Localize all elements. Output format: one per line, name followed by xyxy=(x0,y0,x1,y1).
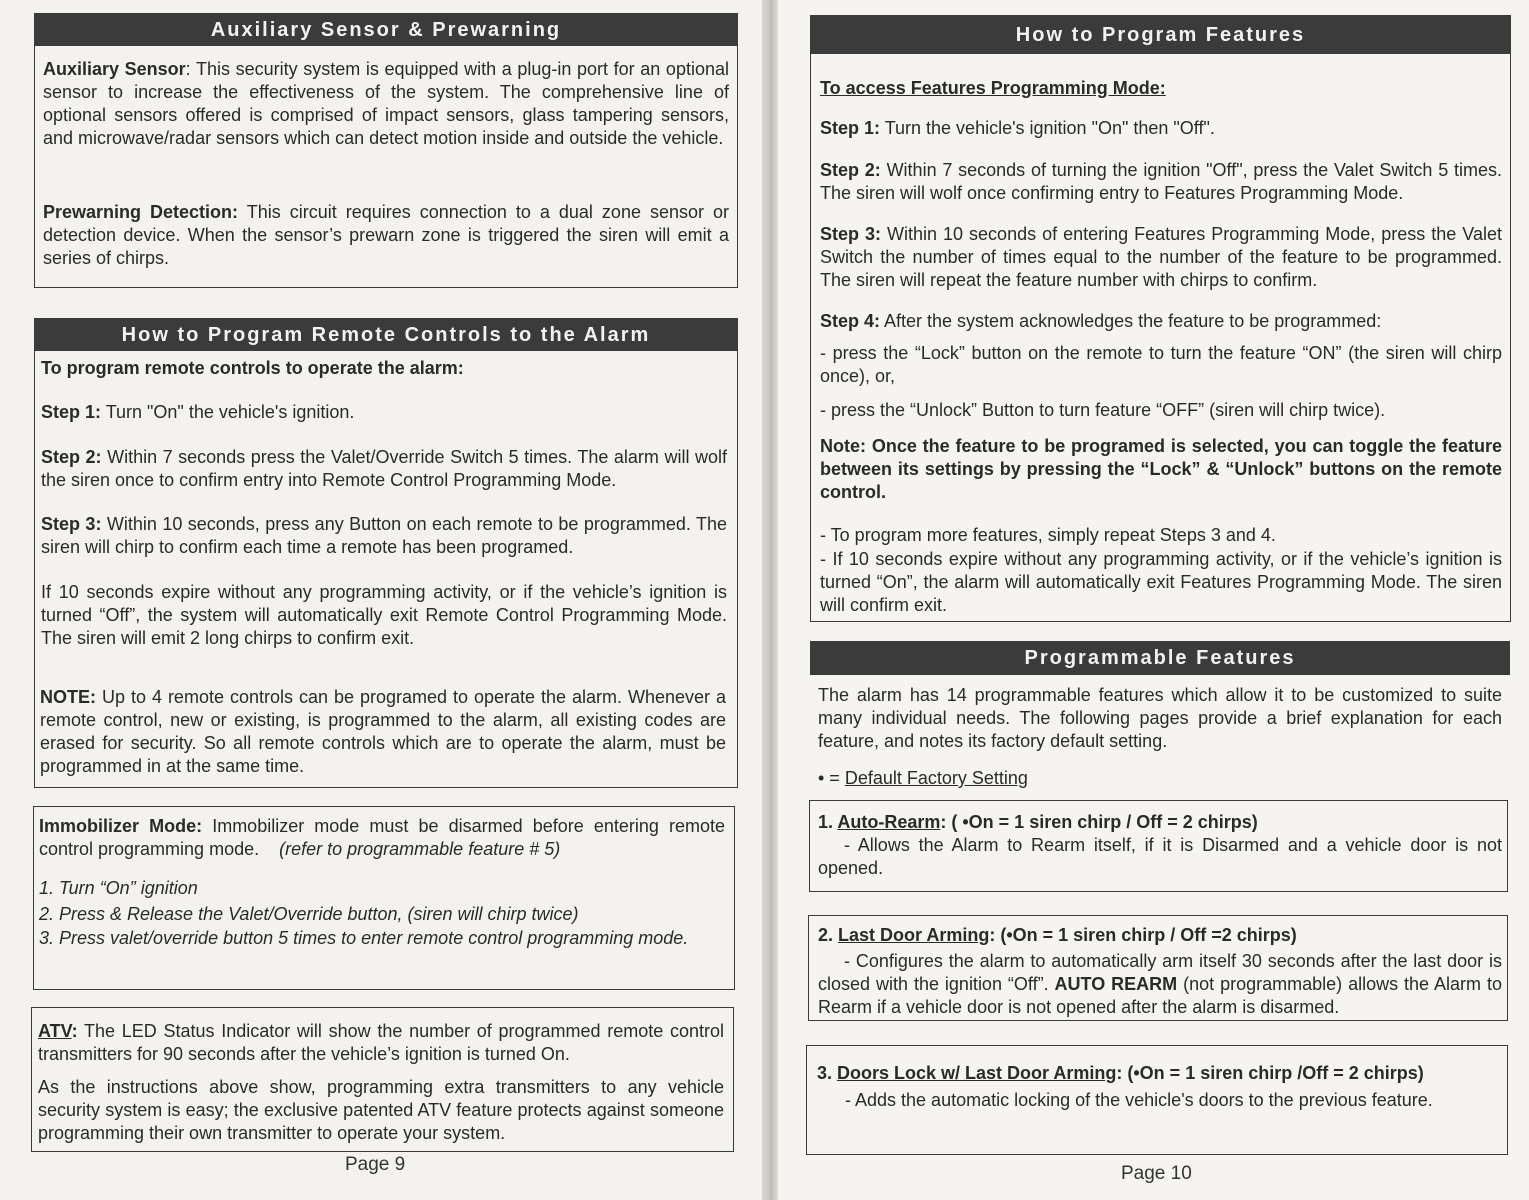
features-step-4: Step 4: After the system acknowledges the feature to be programmed: xyxy=(820,311,1382,331)
features-note: Note: Once the feature to be programed is selected, you can toggle the feature between its settings by pressing the “Lock” & “Unlock” buttons on the remote control. xyxy=(820,436,1502,502)
auxiliary-sensor-label: Auxiliary Sensor xyxy=(43,59,186,79)
features-more: - To program more features, simply repeat Steps 3 and 4. xyxy=(820,525,1276,545)
feature-2-description: - Configures the alarm to automatically arm itself 30 seconds after the last door is closed with the ignition “Off”. AUTO REARM (not programmable) allows the Alarm to Rearm if a vehicle door is not opened after the alarm is disarmed. xyxy=(818,951,1502,1017)
atv-paragraph: ATV: The LED Status Indicator will show the number of programmed remote control transmitters for 90 seconds after the vehicle’s ignition is turned On. xyxy=(38,1021,724,1064)
features-step-2: Step 2: Within 7 seconds of turning the ignition "Off", press the Valet Switch 5 times. The siren will wolf once confirming entry to Features Programming Mode. xyxy=(820,160,1502,203)
auxiliary-sensor-header: Auxiliary Sensor & Prewarning xyxy=(35,14,737,46)
page-gutter xyxy=(762,0,778,1200)
program-features-header: How to Program Features xyxy=(811,16,1510,54)
features-step-3: Step 3: Within 10 seconds of entering Features Programming Mode, press the Valet Switch the number of times equal to the number of the feature to be programmed. The siren will repeat the feature number with chirps to confirm. xyxy=(820,224,1502,290)
remote-step-3: Step 3: Within 10 seconds, press any Button on each remote to be programmed. The siren will chirp to confirm each time a remote has been programed. xyxy=(41,514,728,557)
feature-3-name: Doors Lock w/ Last Door Arming xyxy=(837,1063,1117,1083)
atv-paragraph-2: As the instructions above show, programming extra transmitters to any vehicle security system is easy; the exclusive patented ATV feature protects against someone programming their own transmitter to operate your system. xyxy=(38,1077,724,1143)
remote-step-1: Step 1: Turn "On" the vehicle's ignition. xyxy=(41,402,355,422)
auxiliary-sensor-text: : This security system is equipped with a plug-in port for an optional sensor to increase the effectiveness of the system. The comprehensive line of optional sensors offered is comprised of impact sensors, glass tampering sensors, and microwave/radar sensors which can detect motion inside and outside the vehicle. xyxy=(43,59,729,148)
feature-1-description: - Allows the Alarm to Rearm itself, if it is Disarmed and a vehicle door is not opened. xyxy=(818,835,1502,878)
features-step-1: Step 1: Turn the vehicle's ignition "On" then "Off". xyxy=(820,118,1215,138)
immobilizer-step-1: 1. Turn “On” ignition xyxy=(39,878,198,898)
prewarning-text: This circuit requires connection to a dual zone sensor or detection device. When the sensor’s prewarn zone is triggered the siren will emit a series of chirps. xyxy=(43,202,730,268)
feature-2-title: 2. Last Door Arming: (•On = 1 siren chirp / Off =2 chirps) xyxy=(818,925,1297,945)
immobilizer-reference: (refer to programmable feature # 5) xyxy=(279,839,561,859)
remote-note: NOTE: Up to 4 remote controls can be programed to operate the alarm. Whenever a remote control, new or existing, is programmed to the alarm, all existing codes are erased for security. So all remote controls which are to operate the alarm, must be programmed in at the same time. xyxy=(40,687,726,776)
remote-intro: To program remote controls to operate the alarm: xyxy=(41,358,464,378)
auxiliary-sensor-paragraph xyxy=(43,58,729,150)
immobilizer-paragraph: Immobilizer Mode: Immobilizer mode must be disarmed before entering remote control programming mode. (refer to programmable feature # 5) xyxy=(39,816,726,859)
remote-timeout: If 10 seconds expire without any programming activity, or if the vehicle’s ignition is turned “Off”, the system will automatically exit Remote Control Programming Mode. The siren will emit 2 long chirps to confirm exit. xyxy=(41,582,727,648)
prewarning-label: Prewarning Detection: xyxy=(43,202,239,222)
feature-1-name: Auto-Rearm xyxy=(837,812,941,832)
feature-3-title: 3. Doors Lock w/ Last Door Arming: (•On = 1 siren chirp /Off = 2 chirps) xyxy=(817,1063,1424,1083)
programmable-features-header: Programmable Features xyxy=(810,641,1510,675)
atv-label: ATV xyxy=(38,1021,72,1041)
prewarning-paragraph xyxy=(43,201,729,270)
immobilizer-step-2: 2. Press & Release the Valet/Override button, (siren will chirp twice) xyxy=(39,904,579,924)
immobilizer-step-3: 3. Press valet/override button 5 times to enter remote control programming mode. xyxy=(39,928,689,948)
feature-2-name: Last Door Arming xyxy=(838,925,990,945)
features-unlock-instruction: - press the “Unlock” Button to turn feature “OFF” (siren will chirp twice). xyxy=(820,400,1386,420)
page-number-left: Page 9 xyxy=(345,1154,406,1175)
default-setting-legend: • = Default Factory Setting xyxy=(818,768,1028,788)
features-lock-instruction: - press the “Lock” button on the remote to turn the feature “ON” (the siren will chirp once), or, xyxy=(820,343,1502,386)
feature-1-title: 1. Auto-Rearm: ( •On = 1 siren chirp / Off = 2 chirps) xyxy=(818,812,1258,832)
programmable-features-intro: The alarm has 14 programmable features which allow it to be customized to suite many individual needs. The following pages provide a brief explanation for each feature, and notes its factory default setting. xyxy=(818,685,1502,751)
feature-3-description: - Adds the automatic locking of the vehicle's doors to the previous feature. xyxy=(845,1090,1433,1110)
page-number-right: Page 10 xyxy=(1121,1163,1192,1184)
features-access-title: To access Features Programming Mode: xyxy=(820,78,1166,98)
features-expire: - If 10 seconds expire without any programming activity, or if the vehicle’s ignition is turned “On”, the alarm will automatically exit Features Programming Mode. The siren will confirm exit. xyxy=(820,549,1502,615)
remote-step-2: Step 2: Within 7 seconds press the Valet/Override Switch 5 times. The alarm will wolf the siren once to confirm entry into Remote Control Programming Mode. xyxy=(41,447,727,490)
remote-controls-header: How to Program Remote Controls to the Alarm xyxy=(35,319,737,351)
